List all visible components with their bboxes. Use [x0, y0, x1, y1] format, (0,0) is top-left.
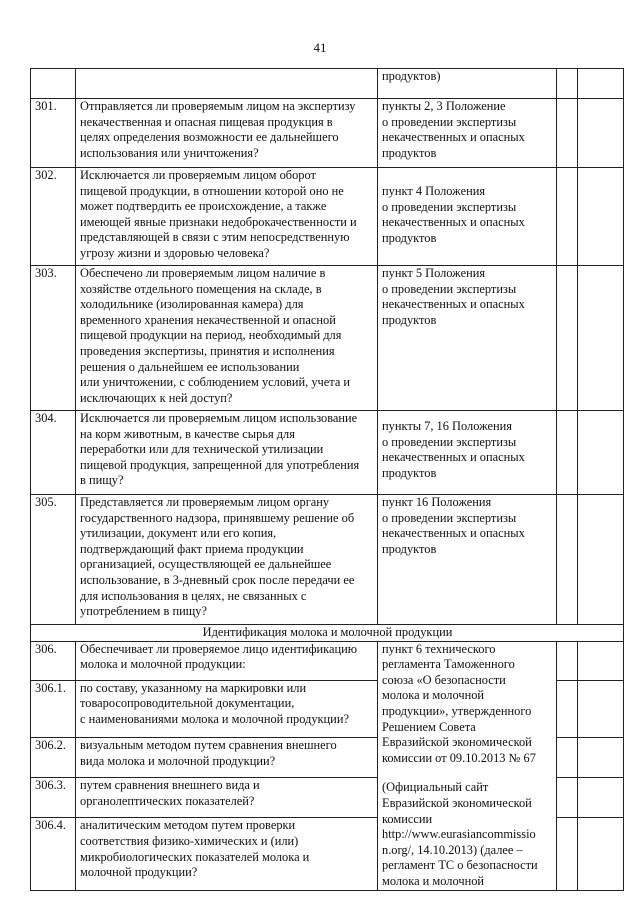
question-text: путем сравнения внешнего вида и органолептических показателей?	[80, 778, 260, 808]
cell-answer-note	[578, 69, 624, 99]
question-text: Отправляется ли проверяемым лицом на экспертизу некачественная и опасная пищевая продукция в целях определения возможности ее дальнейшего использования или уничтожения?	[80, 99, 356, 160]
cell-answer-note	[578, 818, 624, 890]
ref-text: продуктов)	[382, 69, 441, 83]
cell-answer-yes	[557, 641, 578, 680]
row-number: 302.	[31, 168, 76, 266]
cell-answer-yes	[557, 737, 578, 777]
reference-text: пункт 16 Положения о проведении экспертизы некачественных и опасных продуктов	[382, 495, 525, 556]
row-question	[76, 641, 378, 680]
row-question	[76, 680, 378, 737]
cell-answer-yes	[557, 168, 578, 266]
row-question	[76, 495, 378, 625]
cell-answer-yes	[557, 495, 578, 625]
row-question	[76, 411, 378, 495]
row-question	[76, 818, 378, 890]
table-row	[31, 641, 624, 680]
cell-answer-note	[578, 737, 624, 777]
reference-text: пункты 7, 16 Положения о проведении экспертизы некачественных и опасных продуктов	[382, 419, 525, 480]
row-number: 306.2.	[31, 737, 76, 777]
reference-text: пункт 6 технического регламента Таможенного союза «О безопасности молока и молочной продукции», утвержденного Решением Совета Евразийской экономической комиссии от 09.10.2013 № 67	[382, 641, 536, 765]
row-reference-merged	[378, 641, 557, 890]
row-number: 306.4.	[31, 818, 76, 890]
question-text: Обеспечено ли проверяемым лицом наличие в хозяйстве отдельного помещения на складе, в холодильнике (изолированная камера) для временного хранения некачественной и опасной пищевой продукции на период, необходимый для проведения экспертизы, принятия и исполнения решения о дальнейшем ее использовании или уничтожении, с соблюдением условий, учета и исключающих к ней доступ?	[80, 266, 351, 405]
row-number: 305.	[31, 495, 76, 625]
question-text: Исключается ли проверяемым лицом оборот пищевой продукции, в отношении которой оно не может подтвердить ее происхождение, а также имеющей явные признаки недоброкачественности и представляющей в связи с этим непосредственную угрозу жизни и здоровью человека?	[80, 168, 357, 260]
section-header-row	[31, 625, 624, 642]
cell-answer-yes	[557, 778, 578, 818]
cell-answer-yes	[557, 99, 578, 168]
row-number: 304.	[31, 411, 76, 495]
cell-answer-yes	[557, 411, 578, 495]
table-row-continued	[31, 69, 624, 99]
cell-answer-note	[578, 680, 624, 737]
question-text: Исключается ли проверяемым лицом использование на корм животным, в качестве сырья для переработки или для технической утилизации пищевой продукция, запрещенной для употребления в пищу?	[80, 411, 360, 488]
table-row	[31, 168, 624, 266]
row-reference	[378, 266, 557, 411]
cell-answer-yes	[557, 680, 578, 737]
cell-answer-yes	[557, 266, 578, 411]
page-number: 41	[313, 40, 327, 55]
question-text: Обеспечивает ли проверяемое лицо идентификацию молока и молочной продукции:	[80, 641, 358, 672]
row-question	[76, 778, 378, 818]
row-question	[76, 99, 378, 168]
row-reference	[378, 495, 557, 625]
cell-answer-note	[578, 168, 624, 266]
table-row	[31, 495, 624, 625]
reference-text: пункт 5 Положения о проведении экспертизы некачественных и опасных продуктов	[382, 266, 525, 327]
cell-answer-note	[578, 641, 624, 680]
row-reference	[378, 168, 557, 266]
section-title: Идентификация молока и молочной продукции	[31, 625, 624, 642]
reference-text: пункты 2, 3 Положение о проведении экспертизы некачественных и опасных продуктов	[382, 99, 525, 160]
reference-text: пункт 4 Положения о проведении экспертизы некачественных и опасных продуктов	[382, 184, 525, 245]
question-text: визуальным методом путем сравнения внешнего вида молока и молочной продукции?	[80, 737, 337, 768]
cell-num	[31, 69, 76, 99]
row-reference	[378, 99, 557, 168]
cell-answer-note	[578, 411, 624, 495]
row-number: 301.	[31, 99, 76, 168]
cell-answer-yes	[557, 818, 578, 890]
cell-question	[76, 69, 378, 99]
row-question	[76, 168, 378, 266]
row-number: 303.	[31, 266, 76, 411]
table-row	[31, 266, 624, 411]
cell-answer-note	[578, 99, 624, 168]
row-question	[76, 266, 378, 411]
row-number: 306.1.	[31, 680, 76, 737]
cell-answer-note	[578, 495, 624, 625]
row-question	[76, 737, 378, 777]
question-text: аналитическим методом путем проверки соответствия физико-химических и (или) микробиологических показателей молока и молочной продукции?	[80, 818, 310, 880]
table-row	[31, 99, 624, 168]
question-text: по составу, указанному на маркировки или товаросопроводительной документации, с наименованиями молока и молочной продукции?	[80, 680, 349, 726]
question-text: Представляется ли проверяемым лицом органу государственного надзора, принявшему решение об утилизации, документ или его копия, подтверждающий факт приема продукции организацией, осуществляющей ее дальнейшее использование, в 3-дневный срок после передачи ее для использования в целях, не связанных с употреблением в пищу?	[80, 495, 355, 619]
cell-answer-note	[578, 266, 624, 411]
row-number: 306.3.	[31, 778, 76, 818]
cell-answer-note	[578, 778, 624, 818]
row-reference	[378, 411, 557, 495]
cell-answer-yes	[557, 69, 578, 99]
checklist-table	[30, 68, 624, 891]
reference-source-text: (Официальный сайт Евразийской экономической комиссии http://www.eurasiancommissio n.org/, 14.10.2013) (далее – регламент ТС о безопасности молока и молочной	[382, 780, 538, 888]
row-number: 306.	[31, 641, 76, 680]
table-row	[31, 411, 624, 495]
cell-ref	[378, 69, 557, 99]
